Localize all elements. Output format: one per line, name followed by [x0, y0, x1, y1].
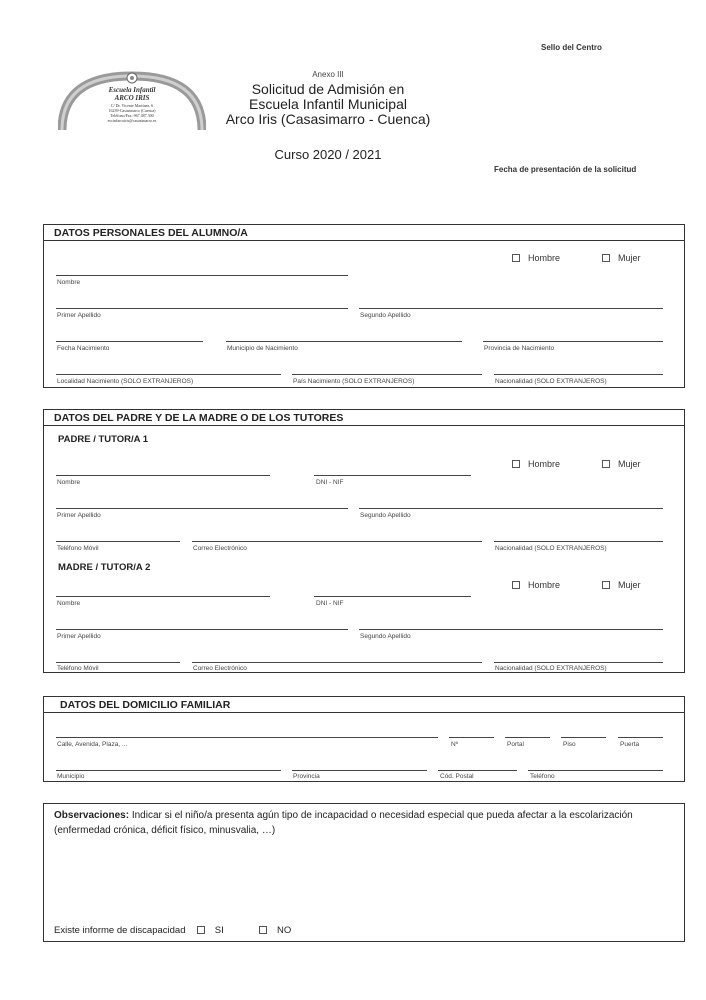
center-stamp-label: Sello del Centro: [541, 43, 602, 52]
logo-phone: Teléfono/Fax: 967 487 300: [110, 113, 154, 118]
address-number-label: Nº: [451, 741, 459, 748]
student-section: [43, 224, 685, 388]
tutor2-nationality-field[interactable]: [494, 662, 663, 663]
student-nationality-label: Nacionalidad (SOLO EXTRANJEROS): [495, 378, 607, 385]
student-male-checkbox[interactable]: [512, 253, 560, 263]
tutor1-male-checkbox[interactable]: [512, 459, 560, 469]
address-province-field[interactable]: [292, 770, 427, 771]
tutor1-second-surname-field[interactable]: [359, 508, 663, 509]
student-birth-municipality-label: Municipio de Nacimiento: [227, 345, 298, 352]
tutor1-heading: PADRE / TUTOR/A 1: [58, 434, 149, 445]
student-birth-locality-field[interactable]: [56, 374, 281, 375]
address-phone-field[interactable]: [528, 770, 663, 771]
tutor2-dni-label: DNI - NIF: [316, 600, 344, 607]
tutor1-nationality-field[interactable]: [494, 541, 663, 542]
student-female-label: Mujer: [618, 253, 641, 263]
disability-report-yes-checkbox[interactable]: [197, 925, 224, 936]
student-birth-locality-label: Localidad Nacimiento (SOLO EXTRANJEROS): [57, 378, 194, 385]
tutor2-first-surname-field[interactable]: [56, 629, 348, 630]
address-section: [43, 696, 685, 782]
checkbox-icon: [602, 254, 610, 262]
address-street-field[interactable]: [56, 737, 438, 738]
student-nationality-field[interactable]: [494, 374, 663, 375]
tutor1-first-surname-field[interactable]: [56, 508, 348, 509]
tutor1-name-label: Nombre: [57, 479, 81, 486]
address-floor-label: Piso: [563, 741, 576, 748]
address-floor-field[interactable]: [561, 737, 606, 738]
tutor2-female-checkbox[interactable]: [602, 580, 641, 590]
student-birth-province-field[interactable]: [483, 341, 663, 342]
logo-email: escinfarcoiris@casasimarro.es: [107, 118, 157, 123]
tutor1-second-surname-label: Segundo Apellido: [360, 512, 411, 519]
tutor1-female-label: Mujer: [618, 459, 641, 469]
tutor1-female-checkbox[interactable]: [602, 459, 641, 469]
address-street-label: Calle, Avenida, Plaza, ...: [57, 741, 128, 748]
address-apartment-field[interactable]: [618, 737, 663, 738]
tutor1-dni-field[interactable]: [314, 475, 471, 476]
student-name-label: Nombre: [57, 279, 81, 286]
logo-school-brand: ARCO IRIS: [114, 94, 150, 102]
student-birth-date-label: Fecha Nacimiento: [57, 345, 110, 352]
student-birth-country-field[interactable]: [292, 374, 482, 375]
tutor2-heading: MADRE / TUTOR/A 2: [58, 562, 151, 573]
checkbox-icon: [259, 926, 267, 934]
address-door-field[interactable]: [505, 737, 550, 738]
student-first-surname-field[interactable]: [56, 308, 348, 309]
observations-label: Observaciones:: [54, 810, 130, 821]
tutor1-male-label: Hombre: [528, 459, 561, 469]
disability-report-yes-label: SI: [214, 925, 224, 936]
tutor1-mobile-label: Teléfono Móvil: [57, 545, 99, 552]
student-name-field[interactable]: [56, 275, 348, 276]
address-number-field[interactable]: [449, 737, 494, 738]
tutor2-second-surname-label: Segundo Apellido: [360, 633, 411, 640]
student-birth-date-field[interactable]: [56, 341, 203, 342]
annex-label: Anexo III: [312, 70, 344, 79]
student-birth-province-label: Provincia de Nacimiento: [484, 345, 555, 352]
disability-report-no-checkbox[interactable]: [259, 925, 291, 936]
observations-text: Indicar si el niño/a presenta agún tipo de incapacidad o necesidad especial que pueda afectar a la escolarización (enfermedad crónica, déficit físico, minusvalia, …): [54, 810, 633, 836]
observations-instructions: [54, 808, 679, 838]
observations-section: [43, 803, 685, 942]
checkbox-icon: [197, 926, 205, 934]
tutor2-second-surname-field[interactable]: [359, 629, 663, 630]
checkbox-icon: [512, 460, 520, 468]
checkbox-icon: [602, 460, 610, 468]
student-second-surname-label: Segundo Apellido: [360, 312, 411, 319]
form-title: [180, 82, 476, 127]
checkbox-icon: [512, 581, 520, 589]
student-birth-country-label: País Nacimiento (SOLO EXTRANJEROS): [293, 378, 415, 385]
student-second-surname-field[interactable]: [359, 308, 663, 309]
disability-report-question: Existe informe de discapacidad: [54, 925, 186, 936]
address-province-label: Provincia: [293, 773, 320, 780]
address-municipality-field[interactable]: [56, 770, 281, 771]
address-postal-code-label: Cód. Postal: [440, 773, 474, 780]
tutor2-email-label: Correo Electrónico: [193, 665, 247, 672]
logo-city: 16239-Casasimarro (Cuenca): [108, 108, 156, 113]
address-phone-label: Teléfono: [530, 773, 555, 780]
student-section-heading: DATOS PERSONALES DEL ALUMNO/A: [44, 225, 684, 241]
tutor1-name-field[interactable]: [56, 475, 270, 476]
checkbox-icon: [602, 581, 610, 589]
school-year: Curso 2020 / 2021: [274, 147, 382, 162]
tutor2-first-surname-label: Primer Apellido: [57, 633, 101, 640]
tutor1-nationality-label: Nacionalidad (SOLO EXTRANJEROS): [495, 545, 607, 552]
parents-section: [43, 409, 685, 673]
observations-area[interactable]: [54, 844, 674, 920]
tutor2-dni-field[interactable]: [314, 596, 471, 597]
address-municipality-label: Municipio: [57, 773, 85, 780]
student-female-checkbox[interactable]: [602, 253, 641, 263]
tutor2-name-field[interactable]: [56, 596, 270, 597]
tutor2-mobile-field[interactable]: [56, 662, 180, 663]
student-birth-municipality-field[interactable]: [226, 341, 462, 342]
tutor1-mobile-field[interactable]: [56, 541, 180, 542]
form-title-line1: Solicitud de Admisión en: [251, 81, 405, 97]
address-section-heading: DATOS DEL DOMICILIO FAMILIAR: [44, 697, 684, 713]
student-first-surname-label: Primer Apellido: [57, 312, 101, 319]
tutor1-first-surname-label: Primer Apellido: [57, 512, 101, 519]
form-title-line2: Escuela Infantil Municipal: [249, 96, 407, 112]
tutor1-dni-label: DNI - NIF: [316, 479, 344, 486]
parents-section-heading: DATOS DEL PADRE Y DE LA MADRE O DE LOS TUTORES: [44, 410, 684, 426]
submission-date-label: Fecha de presentación de la solicitud: [494, 165, 637, 174]
tutor1-email-field[interactable]: [192, 541, 482, 542]
tutor2-male-checkbox[interactable]: [512, 580, 560, 590]
tutor2-name-label: Nombre: [57, 600, 81, 607]
address-door-label: Portal: [507, 741, 524, 748]
tutor2-mobile-label: Teléfono Móvil: [57, 665, 99, 672]
student-male-label: Hombre: [528, 253, 561, 263]
disability-report-no-label: NO: [277, 925, 292, 936]
checkbox-icon: [512, 254, 520, 262]
logo-school-name: Escuela Infantil: [108, 86, 156, 94]
address-apartment-label: Puerta: [620, 741, 640, 748]
tutor1-email-label: Correo Electrónico: [193, 545, 247, 552]
tutor2-nationality-label: Nacionalidad (SOLO EXTRANJEROS): [495, 665, 607, 672]
tutor2-email-field[interactable]: [192, 662, 482, 663]
tutor2-male-label: Hombre: [528, 580, 561, 590]
disability-report-row: [54, 925, 291, 936]
tutor2-female-label: Mujer: [618, 580, 641, 590]
logo-address: C/ Dr. Vicente Martínez, 6: [110, 103, 154, 108]
address-postal-code-field[interactable]: [438, 770, 517, 771]
form-title-line3: Arco Iris (Casasimarro - Cuenca): [225, 111, 431, 127]
